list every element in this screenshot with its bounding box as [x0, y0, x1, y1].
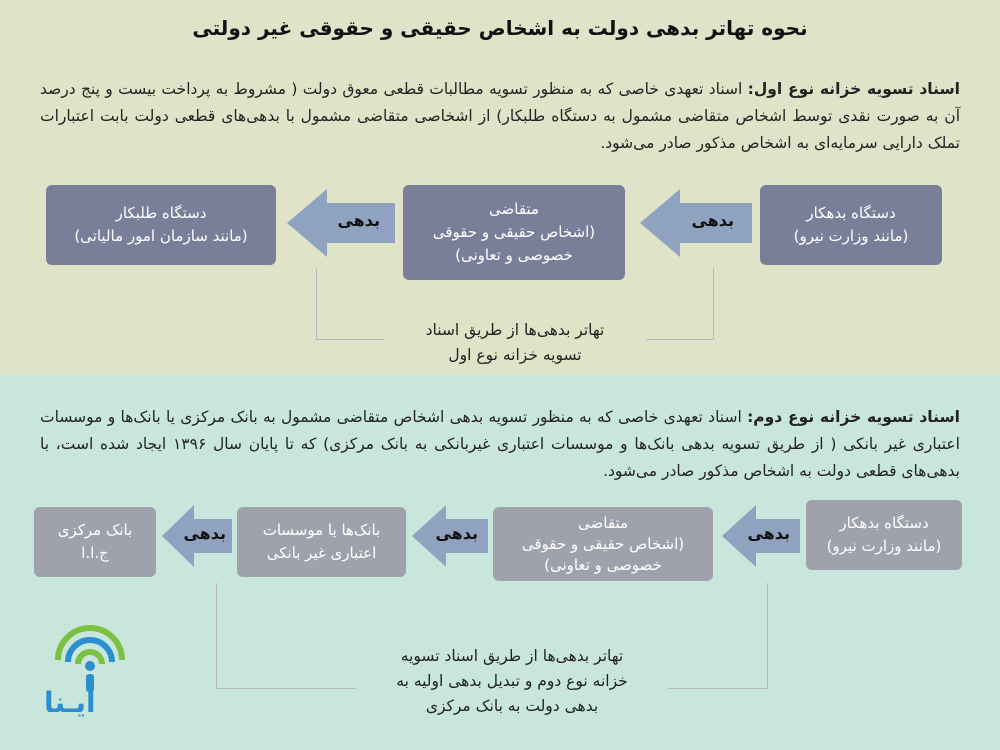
s2-arrow-2-label: بدهی — [435, 524, 478, 543]
page-title: نحوه تهاتر بدهی دولت به اشخاص حقیقی و حقوقی غیر دولتی — [192, 16, 808, 40]
s2-central-bank-title: بانک مرکزی — [57, 521, 133, 539]
section1-paragraph — [40, 76, 960, 157]
section1-text: اسناد تعهدی خاصی که به منظور تسویه مطالبات قطعی معوق دولت ( مشروط به پرداخت بیست و پنج درصد آن به صورت نقدی توسط اشخاص متقاضی مشمول به دستگاه طلبکار) از اشخاصی متقاضی مشمول با بدهی‌های قطعی دولت بابت اعتبارات تملک دارایی سرمایه‌ای به اشخاص مذکور صادر می‌شود. — [40, 80, 960, 152]
s2-arrow-3-label: بدهی — [183, 524, 226, 543]
s1-debtor-title: دستگاه بدهکار — [806, 204, 896, 222]
s2-applicant-line2: (اشخاص حقیقی و حقوقی — [521, 534, 685, 553]
s2-debtor-example: (مانند وزارت نیرو) — [826, 537, 942, 555]
s1-applicant-box — [403, 185, 625, 280]
s2-banks-line1: بانک‌ها یا موسسات — [262, 521, 381, 539]
section2-heading: اسناد تسویه خزانه نوع دوم: — [747, 408, 960, 426]
s1-arrow-1-label: بدهی — [691, 211, 734, 230]
s2-applicant-box — [493, 507, 713, 581]
s2-arrow-1-label: بدهی — [747, 524, 790, 543]
s2-applicant-line3: خصوصی و تعاونی) — [544, 555, 662, 574]
s2-banks-line2: اعتباری غیر بانکی — [266, 544, 377, 562]
s1-note-line2: تسویه خزانه نوع اول — [448, 346, 582, 364]
s1-debtor-box — [760, 185, 942, 265]
s2-note-line3: بدهی دولت به بانک مرکزی — [425, 697, 599, 715]
section1-heading: اسناد تسویه خزانه نوع اول: — [747, 80, 960, 98]
s2-note-line2: خزانه نوع دوم و تبدیل بدهی اولیه به — [396, 672, 628, 690]
s1-creditor-title: دستگاه طلبکار — [115, 204, 207, 222]
s1-applicant-line3: خصوصی و تعاونی) — [455, 246, 573, 264]
s1-debtor-example: (مانند وزارت نیرو) — [793, 227, 909, 245]
s1-creditor-box — [46, 185, 276, 265]
s2-debtor-title: دستگاه بدهکار — [839, 514, 929, 532]
s2-central-bank-box — [34, 507, 156, 577]
s2-debtor-box — [806, 500, 962, 570]
s1-creditor-example: (مانند سازمان امور مالیاتی) — [74, 227, 248, 245]
ina-logo-text: ایـنا — [44, 686, 96, 719]
s2-note — [356, 640, 668, 723]
section2-paragraph — [40, 404, 960, 485]
s1-note-line1: تهاتر بدهی‌ها از طریق اسناد — [425, 321, 605, 339]
s2-central-bank-abbr: ج.ا.ا — [81, 544, 109, 562]
section2-text: اسناد تعهدی خاصی که به منظور تسویه بدهی اشخاص متقاضی مشمول به بانک مرکزی یا بانک‌ها و موسسات اعتباری غیر بانکی ( از طریق تسویه بدهی بانک‌ها و موسسات اعتباری غیربانکی به بانک مرکزی) که تا پایان سال ۱۳۹۶ ایجاد شده است، با بدهی‌های قطعی دولت به اشخاص مذکور صادر می‌شود. — [40, 408, 960, 480]
s2-note-line1: تهاتر بدهی‌ها از طریق اسناد تسویه — [400, 647, 624, 665]
s1-note — [384, 314, 646, 372]
s2-banks-box — [237, 507, 406, 577]
s1-applicant-line2: (اشخاص حقیقی و حقوقی — [432, 223, 596, 241]
s1-applicant-title: متقاضی — [489, 200, 539, 218]
s2-applicant-title: متقاضی — [578, 513, 628, 532]
s1-arrow-2-label: بدهی — [337, 211, 380, 230]
